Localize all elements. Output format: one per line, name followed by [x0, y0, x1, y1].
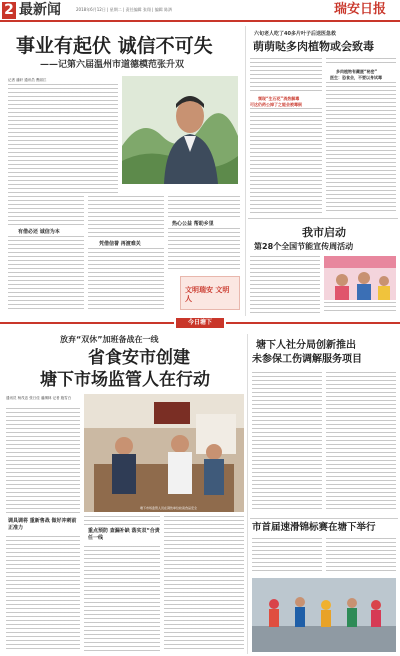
lower-headline-1: 省食安市创建 [88, 348, 190, 368]
lower-kicker: 放弃“双休”加班备战在一线 [60, 335, 159, 344]
section-divider-tag [176, 318, 224, 328]
lower-right1-body-left [252, 372, 322, 512]
inspection-photo [84, 394, 244, 512]
story1-kicker: 六旬老人吃了40多片叶子后送医急救 [254, 31, 336, 37]
story1-subhead-3: 频现“生石花”消热解毒 [258, 96, 300, 101]
feature-body-text-6 [168, 196, 240, 218]
lower-body-4 [84, 546, 160, 652]
feature-body-text-7 [168, 228, 240, 270]
column-divider [245, 26, 246, 316]
right-divider [248, 218, 398, 219]
story1-body-left [250, 58, 322, 94]
civilization-badge-text: 文明瑞安 文明人 [185, 285, 230, 303]
masthead-meta: 2018年6月12日 | 星期二 | 责任编辑 张翔 | 编辑 陈泗 [76, 7, 173, 12]
feature-headline: 事业有起伏 诚信不可失 [16, 35, 213, 57]
feature-body-text-5 [88, 248, 164, 310]
page-number: 2 [4, 2, 14, 18]
feature-subtitle: ——记第六届温州市道德模范张升双 [40, 60, 185, 70]
story2-subtitle: 第28个全国节能宣传周活动 [254, 242, 354, 251]
story1-body-left-2 [250, 108, 322, 214]
feature-byline: 记者 潘轩 通讯员 曹丽江 [8, 78, 47, 82]
brand-logo: 瑞安日报 [334, 2, 387, 17]
lower-headline-2: 塘下市场监管人在行动 [40, 370, 210, 390]
story1-subhead-2: 医生：恐食会，不要以身试毒 [330, 75, 382, 80]
section-divider [0, 318, 400, 328]
page-number-badge [2, 2, 16, 19]
feature-body-text-4 [88, 196, 164, 238]
lower-subhead-2: 重点预防 查漏补缺 落实双“合责任一线 [88, 528, 160, 541]
story2-body-2 [324, 302, 396, 314]
story1-body-right-2 [326, 82, 396, 214]
portrait-photo [122, 76, 238, 184]
story1-subhead-1: 多肉植物有藏匿“秘密” [336, 69, 378, 74]
section-divider-line-left [0, 322, 174, 324]
section-divider-line-right [226, 322, 400, 324]
story1-body-right [326, 58, 396, 66]
lower-subhead-1: 调具调将 重新售战 做好冲刺前正准力 [8, 518, 77, 531]
section-divider-label: 今日塘下 [187, 319, 212, 326]
feature-subhead-1: 有借必还 诚信为本 [18, 229, 60, 235]
feature-subhead-2: 凭借信誉 再渡难关 [99, 241, 141, 247]
feature-body-text [8, 84, 118, 194]
feature-subhead-3: 热心公益 帮助乡里 [172, 221, 214, 227]
lower-right-divider [250, 518, 398, 519]
energy-week-photo [324, 256, 396, 300]
story2-body [250, 256, 320, 314]
lower-right2-body-right [326, 538, 396, 574]
lower-byline: 通讯员 杨茂忠 张日佳 潘渊林 记者 施雪白 [6, 396, 72, 400]
lower-column-divider [247, 334, 248, 654]
lower-right1-headline-1: 塘下人社分局创新推出 [256, 340, 356, 351]
lower-right2-headline: 市首届速滑锦标赛在塘下举行 [252, 522, 376, 533]
feature-body-text-2 [8, 196, 84, 226]
lower-body-5 [164, 516, 244, 652]
section-title: 最新闻 [19, 2, 61, 18]
story1-headline: 萌萌哒多肉植物或会致毒 [253, 40, 374, 53]
feature-body-text-3 [8, 236, 84, 310]
lower-body-3 [84, 516, 160, 526]
masthead [0, 0, 400, 22]
lower-body-1 [6, 408, 80, 514]
masthead-rule [0, 20, 400, 22]
lower-right1-headline-2: 未参保工伤调解服务项目 [252, 354, 362, 365]
civilization-badge [180, 276, 240, 310]
skating-photo [252, 578, 396, 652]
story1-subhead-4: 可这仍药公掉了之能会被毒倒 [250, 102, 302, 107]
story2-headline: 我市启动 [302, 226, 346, 239]
lower-right2-body-left [252, 538, 322, 574]
lower-body-2 [6, 536, 80, 652]
photo-caption: 塘下市场监管人员在餐饮单位检查食品安全 [140, 506, 198, 510]
lower-right1-body-right [326, 372, 396, 512]
